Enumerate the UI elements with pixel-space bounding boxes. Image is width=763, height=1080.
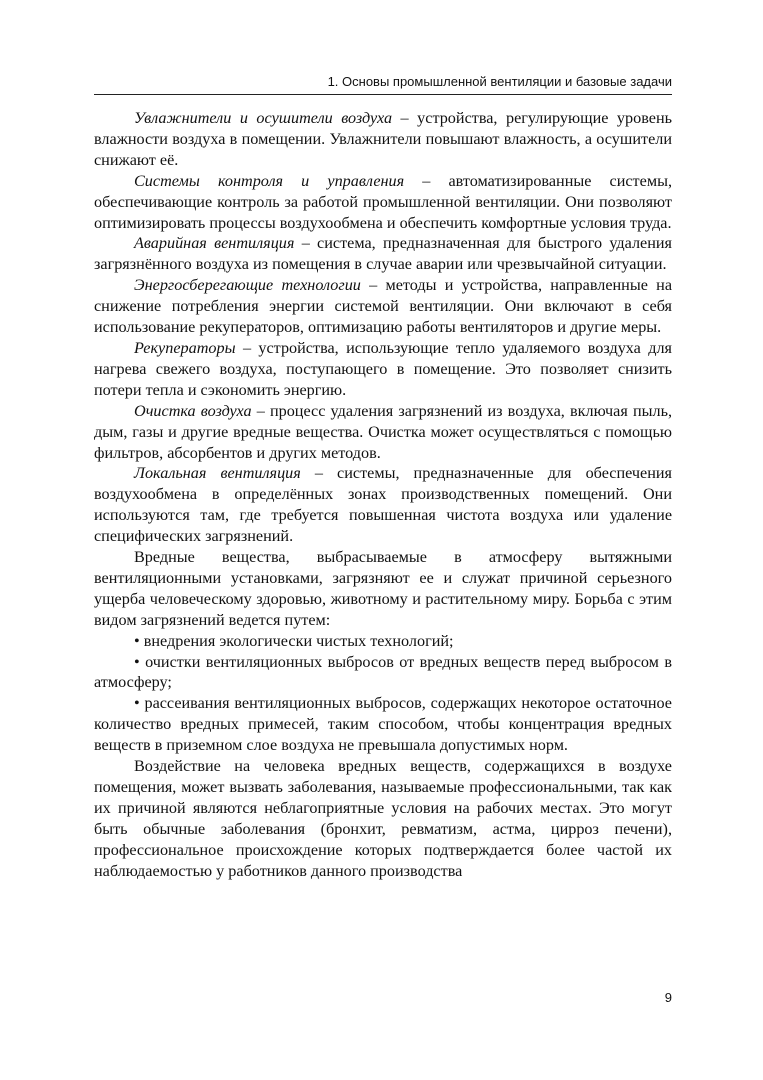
definition-term: Рекуператоры <box>134 338 236 357</box>
body-text <box>94 108 672 882</box>
definition-paragraph <box>94 463 672 547</box>
running-head: 1. Основы промышленной вентиляции и базовые задачи <box>327 74 672 89</box>
definition-paragraph <box>94 275 672 338</box>
definition-text: – система, предназначенная для быстрого удаления загрязнённого воздуха из помещения в случае аварии или чрезвычайной ситуации. <box>94 234 672 274</box>
definition-paragraph <box>94 233 672 275</box>
bullet-item: • рассеивания вентиляционных выбросов, содержащих некоторое остаточное количество вредных примесей, таким способом, чтобы концентрация вредных веществ в приземном слое воздуха не превышала допустимых норм. <box>94 694 672 755</box>
definition-text: – устройства, использующие тепло удаляемого воздуха для нагрева свежего воздуха, поступающего в помещение. Это позволяет снизить потери тепла и сэкономить энергию. <box>94 338 672 399</box>
impact-paragraph: Воздействие на человека вредных веществ, содержащихся в воздухе помещения, может вызвать заболевания, называемые профессиональными, так как их причиной являются неблагоприятные условия на рабочих местах. Это могут быть обычные заболевания (бронхит, ревматизм, астма, цирроз печени), профессиональное происхождение которых подтверждается более частой их наблюдаемостью у работников данного производства <box>94 757 672 880</box>
header-rule <box>94 94 672 95</box>
definition-term: Энергосберегающие технологии <box>134 276 361 295</box>
definition-term: Локальная вентиляция <box>134 464 301 483</box>
harmful-substances-paragraph: Вредные вещества, выбрасываемые в атмосферу вытяжными вентиляционными установками, загрязняют ее и служат причиной серьезного ущерба человеческому здоровью, животному и растительному миру. Борьба с этим видом загрязнений ведется путем: <box>94 548 672 629</box>
definition-paragraph <box>94 108 672 171</box>
definition-paragraph <box>94 401 672 464</box>
definition-paragraph <box>94 338 672 401</box>
definition-text: – процесс удаления загрязнений из воздуха, включая пыль, дым, газы и другие вредные вещества. Очистка может осуществляться с помощью фильтров, абсорбентов и других методов. <box>94 401 672 462</box>
page-number: 9 <box>664 990 672 1005</box>
bullet-item: • внедрения экологически чистых технологий; <box>134 631 454 650</box>
bullet-item: • очистки вентиляционных выбросов от вредных веществ перед выбросом в атмосферу; <box>94 652 672 692</box>
definition-text: – автоматизированные системы, обеспечивающие контроль за работой промышленной вентиляции. Они позволяют оптимизировать процессы воздухообмена и обеспечить комфортные условия труда. <box>94 171 672 232</box>
definition-term: Очистка воздуха <box>134 401 252 420</box>
definition-term: Увлажнители и осушители воздуха <box>134 109 393 127</box>
definition-term: Аварийная вентиляция <box>134 234 295 253</box>
definition-term: Системы контроля и управления <box>134 171 405 190</box>
definition-paragraph <box>94 171 672 234</box>
definition-text: – устройства, регулирующие уровень влажности воздуха в помещении. Увлажнители повышают влажность, а осушители снижают её. <box>94 109 672 169</box>
definition-text: – системы, предназначенные для обеспечения воздухообмена в определённых зонах производственных помещений. Они используются там, где требуется повышенная чистота воздуха или удаление специфических загрязнений. <box>94 464 673 546</box>
definition-text: – методы и устройства, направленные на снижение потребления энергии системой вентиляции. Они включают в себя использование рекуператоров, оптимизацию работы вентиляторов и другие меры. <box>94 276 672 337</box>
